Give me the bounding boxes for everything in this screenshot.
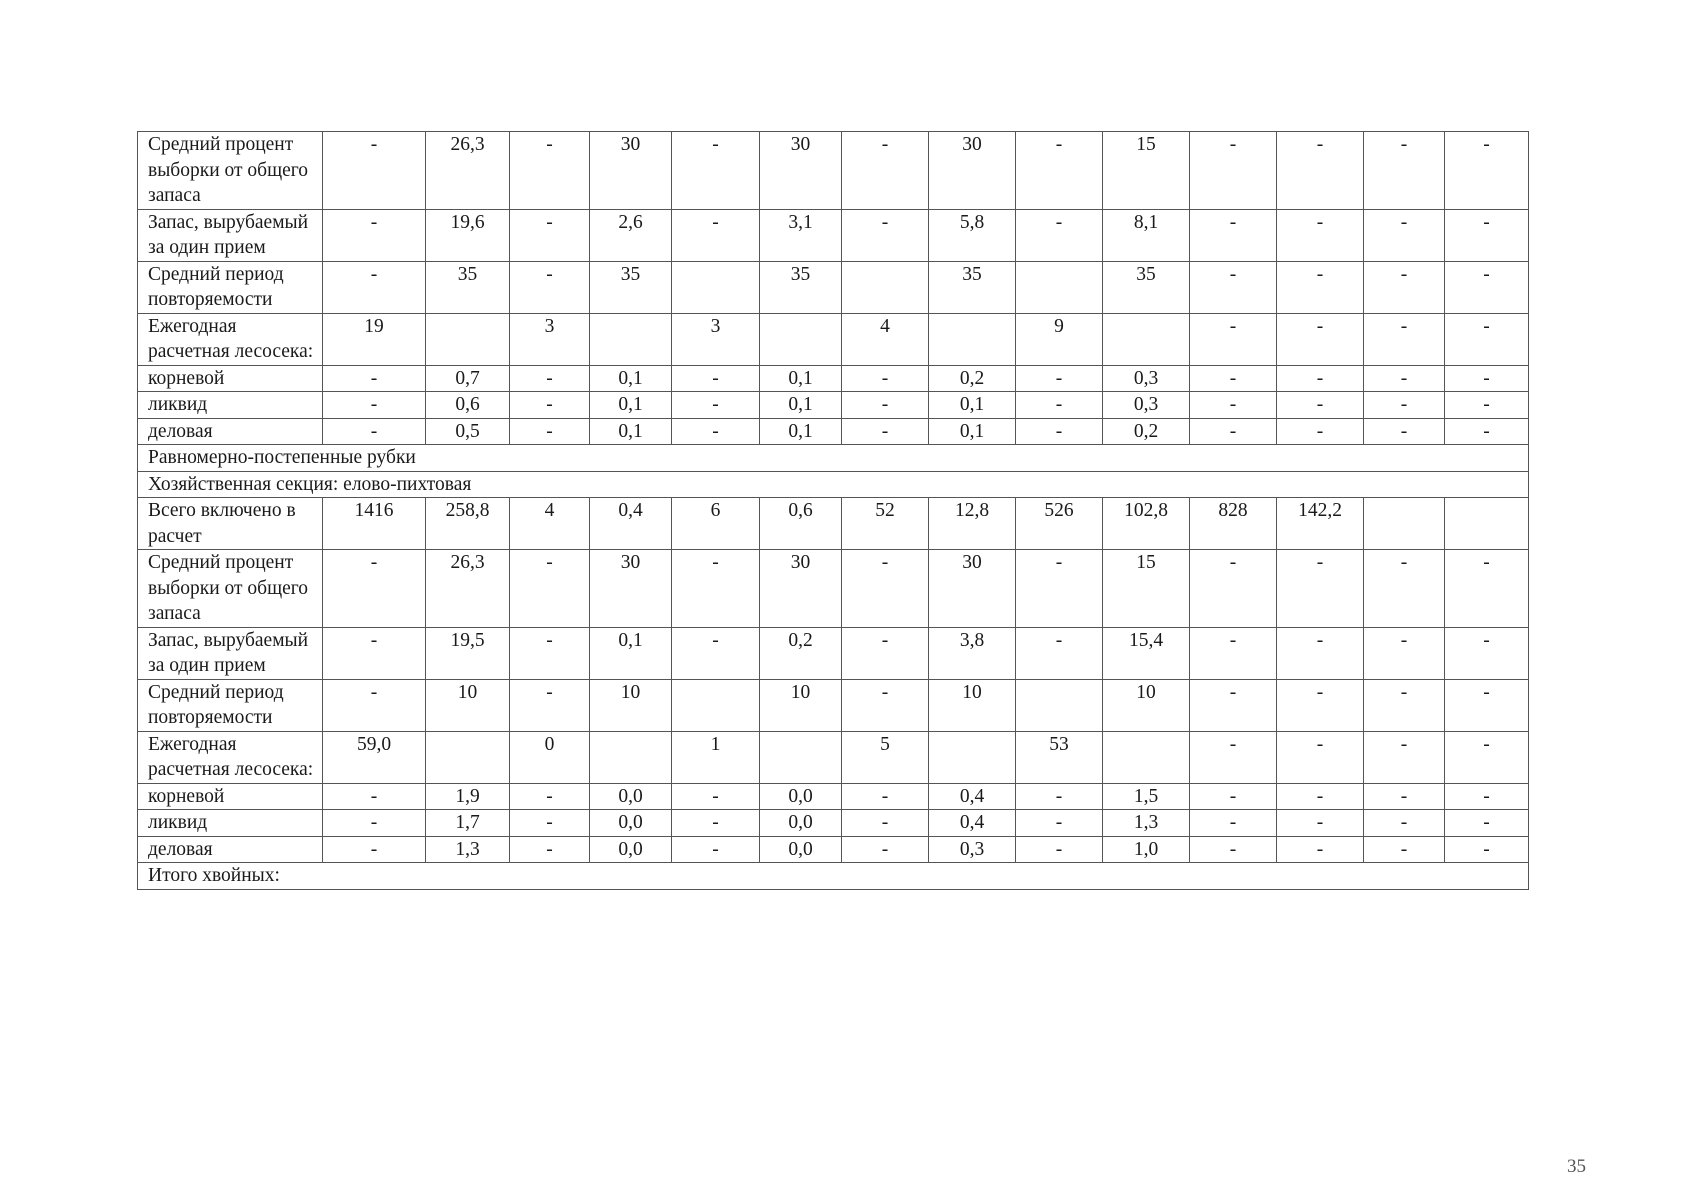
table-cell: - <box>1190 836 1277 863</box>
table-row <box>138 550 1529 628</box>
row-label: Запас, вырубаемый за один прием <box>138 627 323 679</box>
table-cell: - <box>1190 550 1277 628</box>
table-cell: 3,8 <box>929 627 1016 679</box>
table-cell: - <box>323 132 426 210</box>
table-row <box>138 418 1529 445</box>
table-cell: - <box>842 783 929 810</box>
table-cell: - <box>1016 392 1103 419</box>
row-label: Ежегодная расчетная лесосека: <box>138 313 323 365</box>
table-cell: 0,3 <box>929 836 1016 863</box>
table-cell: - <box>1445 731 1529 783</box>
table-cell: - <box>842 392 929 419</box>
table-cell: 0,4 <box>929 783 1016 810</box>
section-row-cutting <box>138 445 1529 472</box>
table-cell: 10 <box>590 679 672 731</box>
table-cell: - <box>842 679 929 731</box>
table-cell: 0,0 <box>590 836 672 863</box>
section-row-economic <box>138 471 1529 498</box>
table-cell: - <box>323 836 426 863</box>
table-cell <box>672 679 760 731</box>
table-cell: 3,1 <box>760 209 842 261</box>
table-cell: - <box>510 209 590 261</box>
table-cell: - <box>1277 550 1364 628</box>
table-cell: 5,8 <box>929 209 1016 261</box>
table-cell: - <box>1364 209 1445 261</box>
table-cell: - <box>510 365 590 392</box>
table-cell: 15,4 <box>1103 627 1190 679</box>
table-cell: - <box>510 679 590 731</box>
row-label: Всего включено в расчет <box>138 498 323 550</box>
table-cell: 1416 <box>323 498 426 550</box>
table-cell: 15 <box>1103 132 1190 210</box>
table-cell <box>1364 498 1445 550</box>
table-cell: - <box>1190 810 1277 837</box>
table-cell: - <box>1445 810 1529 837</box>
table-cell: 142,2 <box>1277 498 1364 550</box>
table-cell: - <box>1364 810 1445 837</box>
table-cell: - <box>842 418 929 445</box>
table-cell: - <box>1445 550 1529 628</box>
table-row <box>138 679 1529 731</box>
table-cell <box>1103 313 1190 365</box>
table-cell: - <box>1277 418 1364 445</box>
row-label: Ежегодная расчетная лесосека: <box>138 731 323 783</box>
table-row <box>138 498 1529 550</box>
table-cell: 30 <box>929 132 1016 210</box>
table-cell: - <box>1190 679 1277 731</box>
table-cell <box>760 313 842 365</box>
table-cell: - <box>1364 365 1445 392</box>
table-cell: - <box>1445 132 1529 210</box>
table-cell <box>426 313 510 365</box>
table-cell: - <box>1364 418 1445 445</box>
table-cell <box>590 731 672 783</box>
table-row <box>138 810 1529 837</box>
table-cell: 4 <box>510 498 590 550</box>
table-cell: - <box>1364 627 1445 679</box>
table-cell: - <box>1364 132 1445 210</box>
table-cell: - <box>842 627 929 679</box>
table-cell: 26,3 <box>426 132 510 210</box>
table-cell: - <box>1445 313 1529 365</box>
table-block-1 <box>138 132 1529 445</box>
table-cell: 1,0 <box>1103 836 1190 863</box>
row-label: Средний процент выборки от общего запаса <box>138 550 323 628</box>
forest-calculation-table <box>137 131 1529 890</box>
table-cell: - <box>672 209 760 261</box>
table-cell: 0,3 <box>1103 392 1190 419</box>
table-section-rows <box>138 445 1529 498</box>
table-cell: - <box>510 418 590 445</box>
table-cell: - <box>1016 783 1103 810</box>
table-cell: - <box>1190 209 1277 261</box>
table-cell: 258,8 <box>426 498 510 550</box>
table-cell: 6 <box>672 498 760 550</box>
table-cell: 35 <box>426 261 510 313</box>
table-cell: 0,1 <box>590 418 672 445</box>
table-cell: - <box>1277 313 1364 365</box>
table-cell: - <box>1364 679 1445 731</box>
table-cell: 26,3 <box>426 550 510 628</box>
table-cell: - <box>672 810 760 837</box>
table-cell: 0,0 <box>760 810 842 837</box>
table-cell: - <box>1364 550 1445 628</box>
table-cell: - <box>1277 810 1364 837</box>
table-cell: - <box>672 783 760 810</box>
row-label: деловая <box>138 418 323 445</box>
table-cell: - <box>1277 627 1364 679</box>
table-row <box>138 261 1529 313</box>
table-cell: - <box>1445 627 1529 679</box>
table-cell: - <box>672 418 760 445</box>
table-cell: - <box>510 627 590 679</box>
table-cell: 0,3 <box>1103 365 1190 392</box>
table-cell: - <box>672 836 760 863</box>
table-cell: - <box>323 392 426 419</box>
table-cell: - <box>510 132 590 210</box>
table-cell: 3 <box>510 313 590 365</box>
table-row <box>138 731 1529 783</box>
table-cell: - <box>1190 365 1277 392</box>
table-block-2 <box>138 498 1529 863</box>
table-cell <box>1016 261 1103 313</box>
total-row <box>138 863 1529 890</box>
table-cell: 30 <box>929 550 1016 628</box>
table-cell: 1,3 <box>1103 810 1190 837</box>
table-cell: 0,4 <box>929 810 1016 837</box>
table-cell: 10 <box>426 679 510 731</box>
row-label: ликвид <box>138 810 323 837</box>
row-label: ликвид <box>138 392 323 419</box>
table-cell: 1 <box>672 731 760 783</box>
row-label: Запас, вырубаемый за один прием <box>138 209 323 261</box>
table-row <box>138 132 1529 210</box>
table-cell: - <box>323 679 426 731</box>
table-cell: 2,6 <box>590 209 672 261</box>
table-cell: 1,5 <box>1103 783 1190 810</box>
table-cell: - <box>1364 731 1445 783</box>
table-cell: - <box>1277 392 1364 419</box>
table-cell: - <box>672 132 760 210</box>
table-cell: - <box>1277 261 1364 313</box>
table-cell: 0,1 <box>760 365 842 392</box>
table-cell: - <box>1277 132 1364 210</box>
table-cell: - <box>1445 679 1529 731</box>
row-label: корневой <box>138 365 323 392</box>
table-cell: - <box>1277 836 1364 863</box>
table-cell: - <box>1445 783 1529 810</box>
table-cell: 35 <box>590 261 672 313</box>
table-cell: - <box>842 209 929 261</box>
table-total-row <box>138 863 1529 890</box>
table-cell: 0,0 <box>590 810 672 837</box>
table-cell: - <box>842 365 929 392</box>
table-cell: 15 <box>1103 550 1190 628</box>
table-cell: - <box>1445 392 1529 419</box>
table-cell: - <box>323 783 426 810</box>
table-cell: 30 <box>590 132 672 210</box>
table-cell: 0,1 <box>590 365 672 392</box>
table-cell: - <box>1277 783 1364 810</box>
table-cell: - <box>672 627 760 679</box>
table-cell: - <box>323 810 426 837</box>
table-cell: - <box>1277 731 1364 783</box>
table-cell: - <box>1190 132 1277 210</box>
table-cell <box>1103 731 1190 783</box>
table-cell: 3 <box>672 313 760 365</box>
table-cell: - <box>672 550 760 628</box>
table-cell <box>590 313 672 365</box>
table-cell: 0,2 <box>929 365 1016 392</box>
total-title: Итого хвойных: <box>138 863 1529 890</box>
table-cell: 9 <box>1016 313 1103 365</box>
table-cell <box>929 731 1016 783</box>
table-cell: - <box>1016 365 1103 392</box>
table-cell: 0,0 <box>760 836 842 863</box>
table-cell: - <box>510 810 590 837</box>
table-cell: 0,1 <box>590 392 672 419</box>
section-title-economic: Хозяйственная секция: елово-пихтовая <box>138 471 1529 498</box>
table-cell: - <box>323 365 426 392</box>
table-cell: 4 <box>842 313 929 365</box>
table-cell: - <box>1277 209 1364 261</box>
table-cell: - <box>672 392 760 419</box>
table-cell: 0,6 <box>760 498 842 550</box>
table-cell: 0,6 <box>426 392 510 419</box>
table-cell: - <box>1190 261 1277 313</box>
table-cell: 35 <box>760 261 842 313</box>
table-cell: 8,1 <box>1103 209 1190 261</box>
table-cell: - <box>1277 365 1364 392</box>
table-cell: - <box>1364 313 1445 365</box>
table-cell: 35 <box>929 261 1016 313</box>
table-cell: 0,5 <box>426 418 510 445</box>
table-cell: 1,9 <box>426 783 510 810</box>
table-cell: - <box>1364 392 1445 419</box>
table-cell <box>426 731 510 783</box>
table-cell: - <box>323 209 426 261</box>
table-cell: - <box>1364 783 1445 810</box>
table-row <box>138 836 1529 863</box>
table-cell: - <box>1364 261 1445 313</box>
table-cell: 0,1 <box>929 418 1016 445</box>
table-row <box>138 392 1529 419</box>
table-cell: 35 <box>1103 261 1190 313</box>
table-cell: - <box>1016 550 1103 628</box>
table-cell: - <box>1190 392 1277 419</box>
table-cell: - <box>510 836 590 863</box>
table-cell: - <box>842 810 929 837</box>
table-cell: 0,4 <box>590 498 672 550</box>
table-cell: 19 <box>323 313 426 365</box>
table-cell: - <box>1190 627 1277 679</box>
table-cell: - <box>1277 679 1364 731</box>
table-cell: 10 <box>929 679 1016 731</box>
table-cell: - <box>510 261 590 313</box>
table-cell: - <box>1190 783 1277 810</box>
table-cell: - <box>1445 418 1529 445</box>
table-cell: 0,1 <box>929 392 1016 419</box>
table-cell: 0,0 <box>590 783 672 810</box>
table-cell: 1,7 <box>426 810 510 837</box>
table-cell: - <box>842 550 929 628</box>
table-cell: 30 <box>590 550 672 628</box>
row-label: деловая <box>138 836 323 863</box>
table-cell <box>672 261 760 313</box>
table-row <box>138 209 1529 261</box>
table-cell: 0,1 <box>760 418 842 445</box>
table-cell: - <box>323 418 426 445</box>
table-cell: 30 <box>760 550 842 628</box>
table-cell: - <box>1016 418 1103 445</box>
table-cell: - <box>510 550 590 628</box>
table-cell: 526 <box>1016 498 1103 550</box>
row-label: корневой <box>138 783 323 810</box>
table-cell: 5 <box>842 731 929 783</box>
table-row <box>138 365 1529 392</box>
table-cell: 0,1 <box>760 392 842 419</box>
table-cell: - <box>672 365 760 392</box>
table-cell: - <box>842 836 929 863</box>
table-cell <box>842 261 929 313</box>
row-label: Средний период повторяемости <box>138 679 323 731</box>
table-cell: - <box>1445 365 1529 392</box>
table-cell: - <box>1016 132 1103 210</box>
table-cell: 0,7 <box>426 365 510 392</box>
table-cell <box>1016 679 1103 731</box>
table-cell: 0,2 <box>760 627 842 679</box>
table-cell: 0,2 <box>1103 418 1190 445</box>
table-cell: - <box>1190 313 1277 365</box>
table-cell: - <box>510 783 590 810</box>
table-cell: 52 <box>842 498 929 550</box>
table-cell: 0 <box>510 731 590 783</box>
table-cell <box>760 731 842 783</box>
table-cell: - <box>1364 836 1445 863</box>
table-cell: 10 <box>760 679 842 731</box>
table-cell: - <box>1016 810 1103 837</box>
table-cell: - <box>1016 627 1103 679</box>
table-cell: 1,3 <box>426 836 510 863</box>
table-cell: - <box>1190 418 1277 445</box>
table-cell: - <box>1445 209 1529 261</box>
table-cell: - <box>842 132 929 210</box>
table-cell: - <box>1016 209 1103 261</box>
section-title-cutting: Равномерно-постепенные рубки <box>138 445 1529 472</box>
table-cell: 828 <box>1190 498 1277 550</box>
table-cell: 19,5 <box>426 627 510 679</box>
table-row <box>138 627 1529 679</box>
table-cell: 59,0 <box>323 731 426 783</box>
table-cell: 0,0 <box>760 783 842 810</box>
row-label: Средний процент выборки от общего запаса <box>138 132 323 210</box>
row-label: Средний период повторяемости <box>138 261 323 313</box>
table-cell: 10 <box>1103 679 1190 731</box>
table-cell: - <box>323 261 426 313</box>
table-cell: - <box>1445 836 1529 863</box>
table-cell: - <box>1445 261 1529 313</box>
table-cell <box>1445 498 1529 550</box>
table-cell: 102,8 <box>1103 498 1190 550</box>
table-cell: - <box>1190 731 1277 783</box>
table-row <box>138 313 1529 365</box>
table-cell: - <box>1016 836 1103 863</box>
table-cell: - <box>323 550 426 628</box>
table-row <box>138 783 1529 810</box>
table-cell <box>929 313 1016 365</box>
page-number: 35 <box>1567 1156 1586 1177</box>
table-cell: 30 <box>760 132 842 210</box>
table-cell: 19,6 <box>426 209 510 261</box>
table-cell: 12,8 <box>929 498 1016 550</box>
table-cell: 0,1 <box>590 627 672 679</box>
table-cell: - <box>510 392 590 419</box>
table-cell: 53 <box>1016 731 1103 783</box>
table-cell: - <box>323 627 426 679</box>
